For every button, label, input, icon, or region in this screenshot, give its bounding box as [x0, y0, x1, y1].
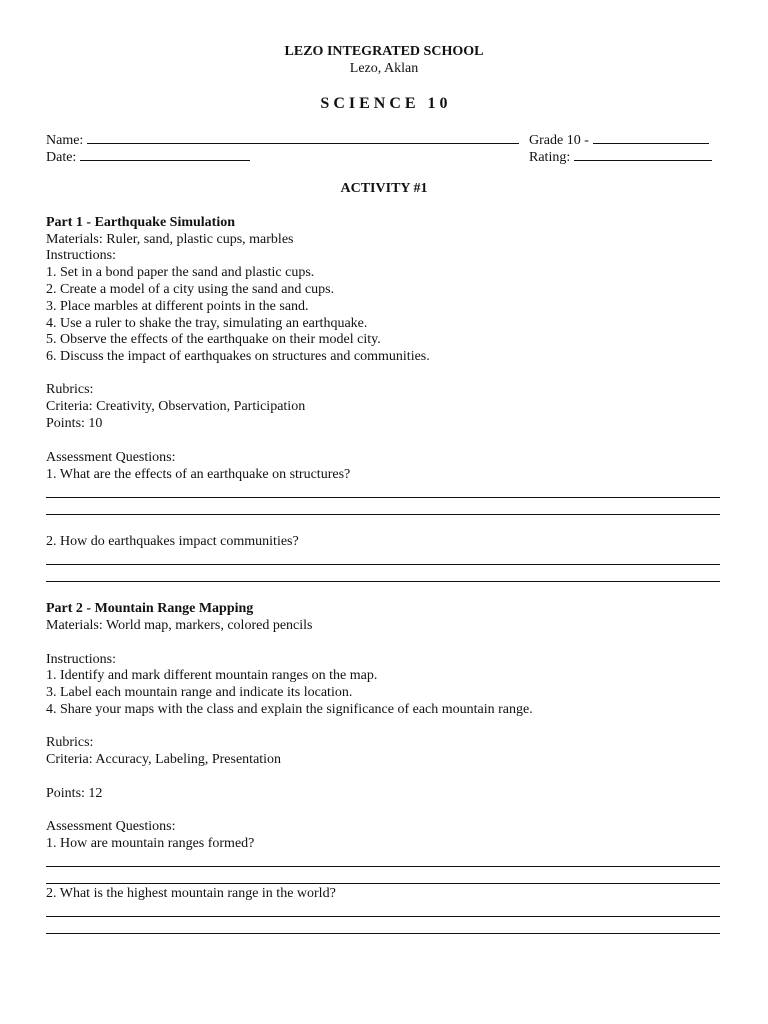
part2-instruction: 1. Identify and mark different mountain ranges on the map. [46, 668, 378, 683]
part1-instruction: 5. Observe the effects of the earthquake on their model city. [46, 332, 381, 347]
part1-instruction: 3. Place marbles at different points in the sand. [46, 299, 309, 314]
activity-title: ACTIVITY #1 [340, 181, 428, 196]
school-location: Lezo, Aklan [349, 61, 419, 76]
part1-rubrics-label: Rubrics: [46, 382, 94, 397]
part2-assessment-label: Assessment Questions: [46, 819, 176, 834]
part1-instruction: 2. Create a model of a city using the sand and cups. [46, 282, 335, 297]
school-name: LEZO INTEGRATED SCHOOL [284, 44, 484, 59]
date-field [46, 148, 250, 166]
part2-instructions-label: Instructions: [46, 652, 116, 667]
part2-question: 2. What is the highest mountain range in the world? [46, 886, 336, 901]
part1-question: 1. What are the effects of an earthquake on structures? [46, 467, 351, 482]
part2-instruction: 3. Label each mountain range and indicate its location. [46, 685, 353, 700]
answer-line[interactable] [46, 933, 720, 934]
date-label: Date: [46, 150, 77, 165]
part2-title: Part 2 - Mountain Range Mapping [46, 601, 254, 616]
part2-rubrics-label: Rubrics: [46, 735, 94, 750]
name-field [46, 131, 519, 149]
part1-instruction: 4. Use a ruler to shake the tray, simulating an earthquake. [46, 316, 368, 331]
part1-materials: Materials: Ruler, sand, plastic cups, marbles [46, 232, 294, 247]
part2-question: 1. How are mountain ranges formed? [46, 836, 255, 851]
part1-question: 2. How do earthquakes impact communities? [46, 534, 299, 549]
answer-line[interactable] [46, 514, 720, 515]
part2-instruction: 4. Share your maps with the class and explain the significance of each mountain range. [46, 702, 533, 717]
answer-line[interactable] [46, 883, 720, 884]
part1-instruction: 1. Set in a bond paper the sand and plastic cups. [46, 265, 315, 280]
rating-field [529, 148, 712, 166]
part2-points: Points: 12 [46, 786, 103, 801]
grade-label: Grade 10 - [529, 133, 589, 148]
part2-materials: Materials: World map, markers, colored pencils [46, 618, 313, 633]
answer-line[interactable] [46, 916, 720, 917]
part2-criteria: Criteria: Accuracy, Labeling, Presentation [46, 752, 282, 767]
rating-blank[interactable] [574, 148, 712, 161]
part1-instruction: 6. Discuss the impact of earthquakes on structures and communities. [46, 349, 430, 364]
answer-line[interactable] [46, 497, 720, 498]
grade-field [529, 131, 709, 149]
answer-line[interactable] [46, 564, 720, 565]
grade-blank[interactable] [593, 131, 709, 144]
answer-line[interactable] [46, 581, 720, 582]
subject-title: S C I E N C E 1 0 [320, 95, 448, 112]
name-label: Name: [46, 133, 84, 148]
answer-line[interactable] [46, 866, 720, 867]
name-blank[interactable] [87, 131, 519, 144]
date-blank[interactable] [80, 148, 250, 161]
part1-assessment-label: Assessment Questions: [46, 450, 176, 465]
part1-title: Part 1 - Earthquake Simulation [46, 215, 236, 230]
part1-instructions-label: Instructions: [46, 248, 116, 263]
rating-label: Rating: [529, 150, 571, 165]
part1-criteria: Criteria: Creativity, Observation, Participation [46, 399, 306, 414]
part1-points: Points: 10 [46, 416, 103, 431]
